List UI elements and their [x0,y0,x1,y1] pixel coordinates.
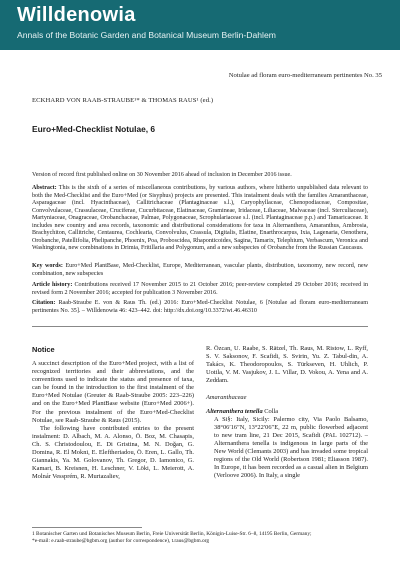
species-record: A Si§: Italy, Sicily: Palermo city, Via Paolo Balsamo, 38°06′16″N, 13°22′06″E, 22 m, public flowerbed adjacent to new tram line, 21 Dec 2015, Scafidi (PAL 102712). – Alternanthera tenella is indigenous in large parts of the New World (Clemants 2003) and has invaded some tropical regions of the Old World (Robertson 1981; Eliasson 1987). In Europe, it has been recorded as a casual alien in Belgium (Verloove 2006). In Italy, a single [214,415,368,480]
version-note [32,172,368,180]
footnote [32,531,368,544]
species-entry-heading [206,408,368,416]
article-title: Euro+Med-Checklist Notulae, 6 [32,124,156,134]
notice-heading: Notice [32,345,55,354]
citation [32,300,368,315]
notice-paragraph-2-continued: R. Özcan, U. Raabe, S. Rätzel, Th. Raus, M. Ristow, L. Ryff, S. V. Saksonov, F. Scafidi, S. Svirin, Yu. Z. Tabul-din, A. Takács, K. Theodoropoulos, S. Türkseven, H. Uhlich, P. Uotila, V. M. Vasjukov, J. L. Villar, D. Vokou, A. Yena and A. Zeddam. [206,345,368,385]
species-name: Alternanthera tenella [206,407,263,415]
journal-name: Willdenowia [17,4,136,26]
notice-paragraph-1: A succinct description of the Euro+Med project, with a list of recognized territories and their abbreviations, and the conventions used to indicate the status and presence of taxa, can be found in the introduction to the first instalment of the Euro+Med Notulae (Greuter & Raab-Straube 2005: 223–226) and on the Euro+Med PlantBase website (Euro+Med 2006+). For the previous instalment of the Euro+Med-Checklist Notulae, see Raab-Straube & Raus (2015). [32,360,194,424]
history-label: Article history: [32,282,73,288]
citation-text: Raab-Straube E. von & Raus Th. (ed.) 2016: Euro+Med-Checklist Notulae, 6 [Notulae ad floram euro-mediterraneam pertinentes No. 35]. – Willdenowia 46: 423–442. doi: http://dx.doi.org/10.3372/wi.46.46310 [32,300,368,314]
abstract-text: This is the sixth of a series of miscellaneous contributions, by various authors, where hitherto unpublished data relevant to both the Med-Checklist and the Euro+Med (or Sisyphus) projects are presented. This instalment deals with the families Amaranthaceae, Asparagaceae (incl. Hyacinthaceae), Callitrichaceae (Plantaginaceae s.l.), Caryophyllaceae, Chenopodiaceae, Compositae, Convolvulaceae, Crassulaceae, Cruciferae, Cucurbitaceae, Elatinaceae, Gramineae, Iridaceae, Liliaceae, Malvaceae (incl. Sterculiaceae), Martyniaceae, Onagraceae, Orobanchaceae, Palmae, Polygonaceae, Scrophulariaceae s.l. (incl. Plantaginaceae p.p.) and Tamaricaceae. It includes new country and area records, taxonomic and distributional considerations for taxa in Alternanthera, Amaranthus, Ambrosia, Brachychiton, Callitriche, Centaurea, Cochlearia, Convolvulus, Crassula, Digitalis, Elatine, Enarthrocarpus, Ixia, Lagenaria, Oenothera, Orobanche, Patellifolia, Phelipanche, Phoenix, Poa, Proboscidea, Rhaponticoides, Sagina, Tamarix, Telephium, Verbascum, Veronica and Washingtonia, new combinations in Drimia, Fritillaria and Polygonum, and a new subspecies of Orobanche from the Russian Caucasus. [32,185,368,251]
article-history [32,282,368,297]
keywords-label: Key words: [32,263,63,269]
keywords-text: Euro+Med PlantBase, Med-Checklist, Europe, Mediterranean, vascular plants, distribution, taxonomy, new record, new combination, new subspecies [32,263,368,277]
author-line: ECKHARD VON RAAB-STRAUBE¹* & THOMAS RAUS¹ (ed.) [32,97,214,104]
abstract-label: Abstract: [32,185,57,191]
abstract [32,185,368,253]
history-text: Contributions received 17 November 2015 to 21 October 2016; peer-review completed 29 October 2016; received in revised form 2 November 2016; accepted for publication 3 November 2016. [32,282,368,296]
section-divider [32,326,368,327]
journal-subtitle: Annals of the Botanic Garden and Botanical Museum Berlin-Dahlem [17,30,276,40]
left-column [32,360,194,481]
journal-header [0,0,400,50]
right-column [206,345,368,480]
species-authority: Colla [264,407,279,415]
notice-paragraph-2: The following have contributed entries to the present instalment: D. Albach, M. A. Alonso, Ö. Boz, M. Chasapis, Ch. S. Christodoulou, E. Di Gristina, M. N. Doğan, G. Domina, R. El Mokni, E. Eleftheriadou, Ö. Eren, L. Gallo, Th. Giannakis, Ya. M. Golovanov, Th. Gregor, D. Iamonico, G. Kamari, B. Kreisnen, H. Leschner, V. Löki, L. Meierott, A. Molnár Vessprém, R. Murtazaliev, [32,424,194,481]
footnote-rule [32,527,142,528]
footnote-affiliation: 1 Botanischer Garten und Botanisches Museum Berlin, Freie Universität Berlin, Königin-Luise-Str. 6–8, 14195 Berlin, Germany; [32,531,312,537]
keywords [32,263,368,278]
family-heading: Amaranthaceae [206,394,247,402]
version-note-text: Version of record first published online on 30 November 2016 ahead of inclusion in December 2016 issue. [32,172,292,178]
footnote-email: *e-mail: e.raab-straube@bgbm.org (author for correspondence), t.raus@bgbm.org [32,537,210,544]
citation-label: Citation: [32,300,56,306]
series-line: Notulae ad floram euro-mediterraneam pertinentes No. 35 [228,72,382,79]
